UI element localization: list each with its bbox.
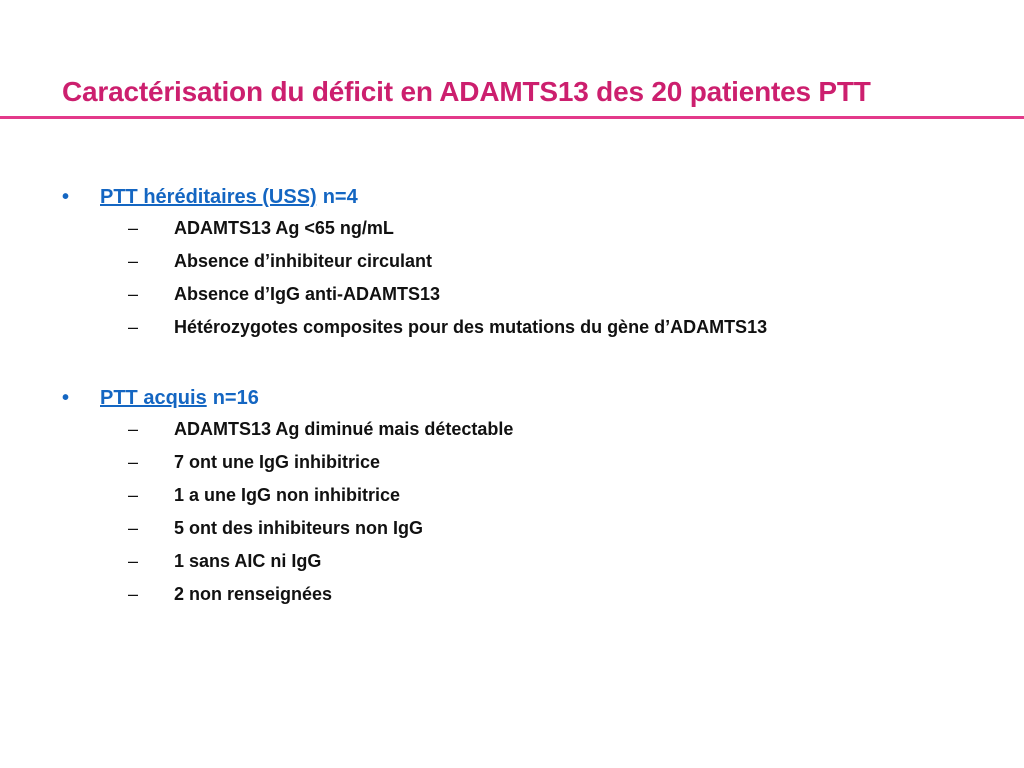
list-item	[62, 551, 513, 584]
list-item-text: Absence d’IgG anti-ADAMTS13	[174, 284, 441, 304]
dash-icon: –	[128, 218, 139, 238]
link-ptt-hereditaires[interactable]: PTT héréditaires (USS)	[100, 186, 317, 208]
dash-icon: –	[128, 419, 139, 439]
list-item	[62, 218, 767, 251]
list-item-text: Absence d’inhibiteur circulant	[174, 251, 433, 271]
list-item-text: ADAMTS13 Ag <65 ng/mL	[174, 218, 394, 238]
bullet-icon: •	[62, 186, 70, 208]
list-item	[62, 518, 513, 551]
bullet-acquired	[62, 387, 513, 419]
list-item-text: 2 non renseignées	[174, 584, 333, 604]
title-divider	[0, 116, 1024, 119]
list-item	[62, 584, 513, 617]
sub-list-hereditary	[62, 218, 767, 350]
dash-icon: –	[128, 584, 139, 604]
count-acquired: n=16	[212, 387, 259, 409]
count-hereditary: n=4	[322, 186, 358, 208]
link-ptt-acquis[interactable]: PTT acquis	[100, 387, 207, 409]
dash-icon: –	[128, 317, 139, 337]
bullet-icon: •	[62, 387, 70, 409]
bullet-hereditary	[62, 186, 767, 218]
list-item-text: Hétérozygotes composites pour des mutations du gène d’ADAMTS13	[174, 317, 768, 337]
list-item-text: 1 sans AIC ni IgG	[174, 551, 322, 571]
dash-icon: –	[128, 518, 139, 538]
section-hereditary	[62, 186, 767, 350]
list-item	[62, 419, 513, 452]
section-acquired	[62, 387, 513, 617]
list-item-text: 7 ont une IgG inhibitrice	[174, 452, 381, 472]
dash-icon: –	[128, 284, 139, 304]
dash-icon: –	[128, 452, 139, 472]
dash-icon: –	[128, 251, 139, 271]
list-item-text: ADAMTS13 Ag diminué mais détectable	[174, 419, 514, 439]
dash-icon: –	[128, 551, 139, 571]
list-item-text: 1 a une IgG non inhibitrice	[174, 485, 401, 505]
list-item	[62, 317, 767, 350]
dash-icon: –	[128, 485, 139, 505]
list-item	[62, 485, 513, 518]
list-item-text: 5 ont des inhibiteurs non IgG	[174, 518, 424, 538]
list-item	[62, 452, 513, 485]
sub-list-acquired	[62, 419, 513, 617]
slide-title: Caractérisation du déficit en ADAMTS13 des 20 patientes PTT	[62, 76, 871, 107]
list-item	[62, 251, 767, 284]
list-item	[62, 284, 767, 317]
